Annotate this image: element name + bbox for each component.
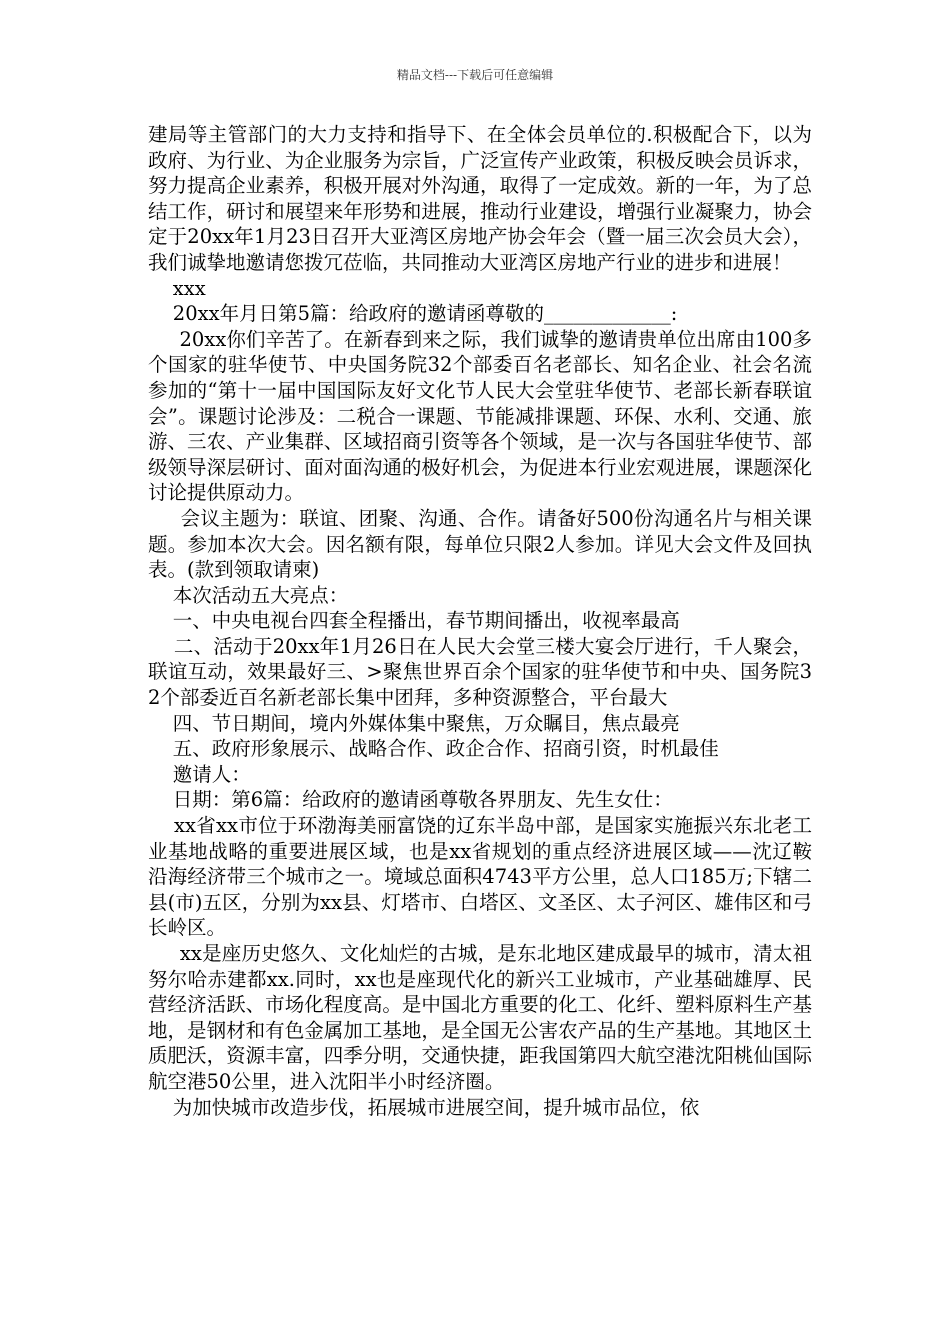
paragraph: 为加快城市改造步伐，拓展城市进展空间，提升城市品位，依 [148,1095,700,1119]
paragraph: 会议主题为：联谊、团聚、沟通、合作。请备好500份沟通名片与相关课题。参加本次大会。因名额有限，每单位只限2人参加。详见大会文件及回执表。(款到领取请柬) [148,506,812,582]
paragraph: 20xx年月日第5篇：给政府的邀请函尊敬的_____________: [148,302,678,326]
paragraph: 日期：第6篇：给政府的邀请函尊敬各界朋友、先生女仕： [148,788,673,812]
paragraph: 本次活动五大亮点： [148,583,349,607]
paragraph: 一、中央电视台四套全程播出，春节期间播出，收视率最高 [148,609,680,633]
paragraph: xxx [148,276,206,300]
paragraph: 四、节日期间，境内外媒体集中聚焦，万众瞩目，焦点最亮 [148,711,680,735]
paragraph: xx是座历史悠久、文化灿烂的古城，是东北地区建成最早的城市，清太祖努尔哈赤建都xx.同时，xx也是座现代化的新兴工业城市，产业基础雄厚、民营经济活跃、市场化程度高。是中国北方重要的化工、化纤、塑料原料生产基地，是钢材和有色金属加工基地，是全国无公害农产品的生产基地。其地区土质肥沃，资源丰富，四季分明，交通快捷，距我国第四大航空港沈阳桃仙国际航空港50公里，进入沈阳半小时经济圈。 [148,942,812,1093]
paragraph: xx省xx市位于环渤海美丽富饶的辽东半岛中部，是国家实施振兴东北老工业基地战略的重要进展区域，也是xx省规划的重点经济进展区域——沈辽鞍沿海经济带三个城市之一。境域总面积4743平方公里，总人口185万;下辖二县(市)五区，分别为xx县、灯塔市、白塔区、文圣区、太子河区、雄伟区和弓长岭区。 [148,814,812,940]
page-header: 精品文档---下载后可任意编辑 [396,68,554,82]
paragraph: 邀请人： [148,762,251,786]
paragraph: 建局等主管部门的大力支持和指导下、在全体会员单位的.积极配合下，以为政府、为行业、为企业服务为宗旨，广泛宣传产业政策，积极反映会员诉求，努力提高企业素养，积极开展对外沟通，取得了一定成效。新的一年，为了总结工作，研讨和展望来年形势和进展，推动行业建设，增强行业凝聚力，协会定于20xx年1月23日召开大亚湾区房地产协会年会（暨一届三次会员大会），我们诚挚地邀请您拨冗莅临，共同推动大亚湾区房地产行业的进步和进展！ [148,123,812,274]
paragraph: 五、政府形象展示、战略合作、政企合作、招商引资，时机最佳 [148,737,719,761]
document-body [148,122,812,1120]
paragraph: 20xx你们辛苦了。在新春到来之际，我们诚挚的邀请贵单位出席由100多个国家的驻华使节、中央国务院32个部委百名老部长、知名企业、社会名流参加的“第十一届中国国际友好文化节人民大会堂驻华使节、老部长新春联谊会”。课题讨论涉及：二税合一课题、节能减排课题、环保、水利、交通、旅游、三农、产业集群、区域招商引资等各个领域，是一次与各国驻华使节、部级领导深层研讨、面对面沟通的极好机会，为促进本行业宏观进展，课题深化讨论提供原动力。 [148,327,812,505]
paragraph: 二、活动于20xx年1月26日在人民大会堂三楼大宴会厅进行，千人聚会，联谊互动，效果最好三、>聚焦世界百余个国家的驻华使节和中央、国务院32个部委近百名新老部长集中团拜，多种资源整合，平台最大 [148,634,812,710]
